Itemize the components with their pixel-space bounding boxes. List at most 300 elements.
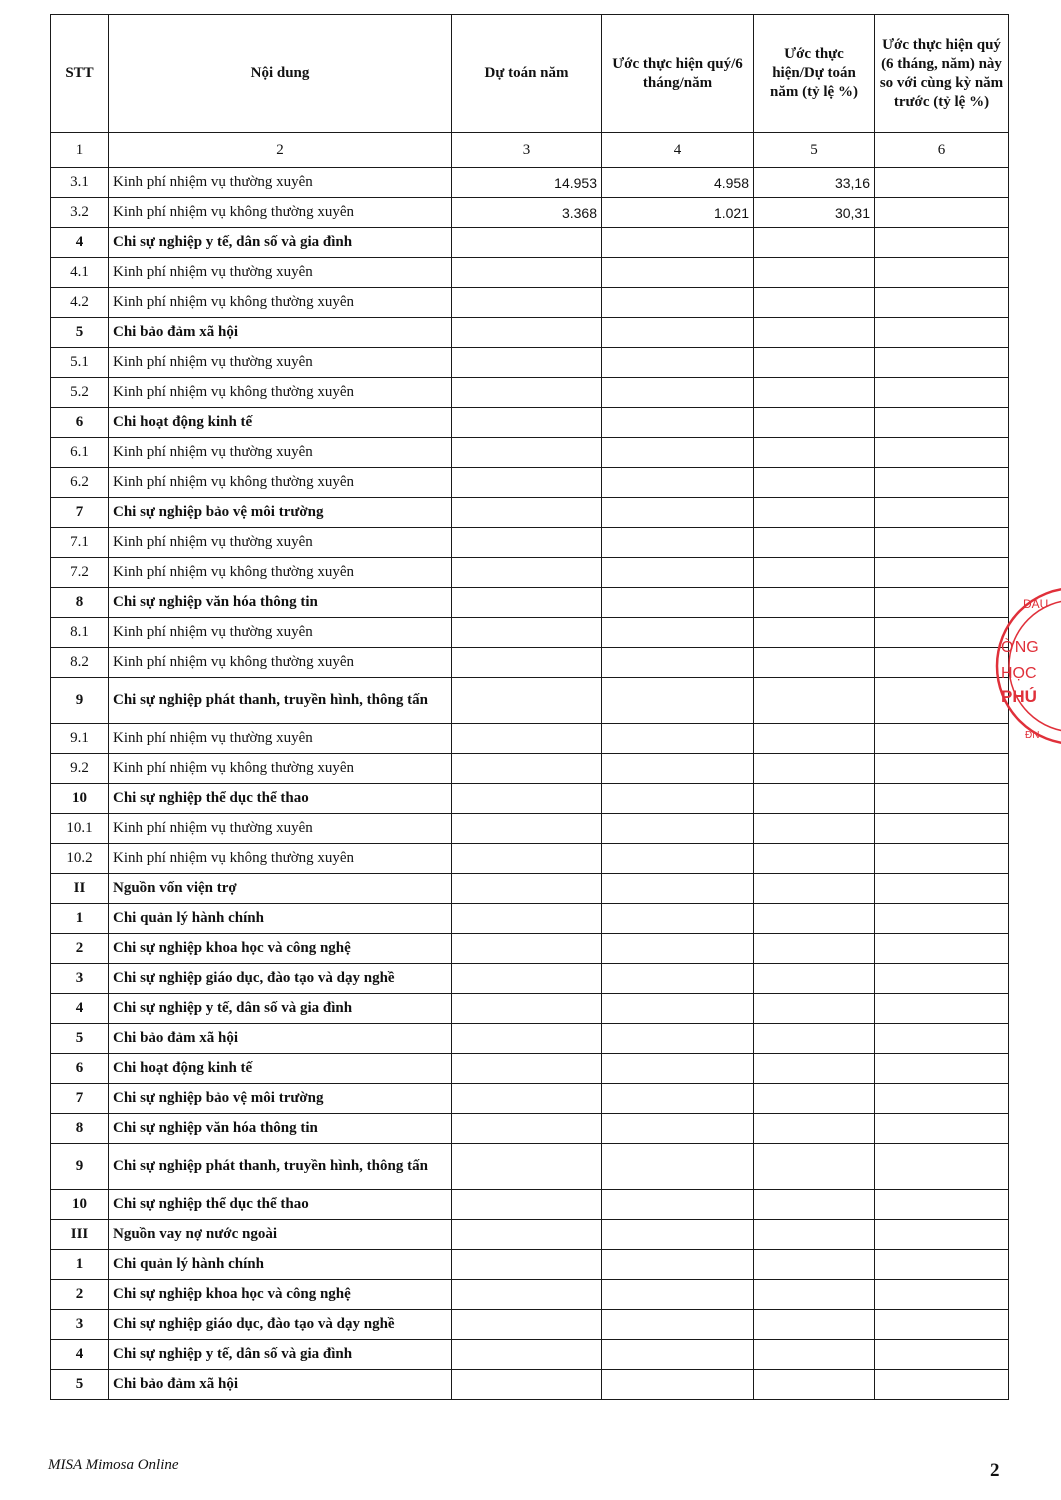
row-ratio bbox=[754, 1280, 875, 1310]
row-ratio bbox=[754, 1250, 875, 1280]
row-estimate bbox=[602, 1310, 754, 1340]
row-estimate bbox=[602, 1054, 754, 1084]
row-estimate bbox=[602, 558, 754, 588]
row-content: Chi sự nghiệp bảo vệ môi trường bbox=[109, 1084, 452, 1114]
table-row bbox=[51, 318, 1009, 348]
row-ratio: 30,31 bbox=[754, 198, 875, 228]
row-yoy bbox=[875, 1280, 1009, 1310]
row-content: Kinh phí nhiệm vụ thường xuyên bbox=[109, 438, 452, 468]
row-content: Chi bảo đảm xã hội bbox=[109, 318, 452, 348]
row-estimate bbox=[602, 814, 754, 844]
row-content: Kinh phí nhiệm vụ thường xuyên bbox=[109, 528, 452, 558]
row-budget bbox=[452, 438, 602, 468]
row-content: Kinh phí nhiệm vụ không thường xuyên bbox=[109, 468, 452, 498]
row-ratio bbox=[754, 618, 875, 648]
row-stt: II bbox=[51, 874, 109, 904]
row-yoy bbox=[875, 618, 1009, 648]
row-estimate bbox=[602, 258, 754, 288]
col-number: 5 bbox=[754, 133, 875, 168]
row-yoy bbox=[875, 648, 1009, 678]
table-row bbox=[51, 348, 1009, 378]
row-yoy bbox=[875, 1144, 1009, 1190]
col-header-stt: STT bbox=[51, 15, 109, 133]
row-stt: 6 bbox=[51, 408, 109, 438]
row-estimate bbox=[602, 1280, 754, 1310]
row-budget bbox=[452, 288, 602, 318]
row-content: Nguồn vốn viện trợ bbox=[109, 874, 452, 904]
row-ratio bbox=[754, 378, 875, 408]
row-stt: 2 bbox=[51, 934, 109, 964]
row-content: Kinh phí nhiệm vụ không thường xuyên bbox=[109, 754, 452, 784]
table-row bbox=[51, 1250, 1009, 1280]
table-row bbox=[51, 468, 1009, 498]
row-yoy bbox=[875, 678, 1009, 724]
col-number: 2 bbox=[109, 133, 452, 168]
row-stt: 10 bbox=[51, 1190, 109, 1220]
row-yoy bbox=[875, 438, 1009, 468]
row-stt: 1 bbox=[51, 1250, 109, 1280]
row-content: Kinh phí nhiệm vụ không thường xuyên bbox=[109, 288, 452, 318]
row-ratio bbox=[754, 1144, 875, 1190]
row-content: Chi sự nghiệp giáo dục, đào tạo và dạy nghề bbox=[109, 964, 452, 994]
row-content: Chi sự nghiệp phát thanh, truyền hình, thông tấn bbox=[109, 1144, 452, 1190]
row-ratio bbox=[754, 724, 875, 754]
row-estimate bbox=[602, 468, 754, 498]
col-header-ratio: Ước thực hiện/Dự toán năm (tỷ lệ %) bbox=[754, 15, 875, 133]
table-row bbox=[51, 438, 1009, 468]
row-estimate bbox=[602, 438, 754, 468]
table-row bbox=[51, 1190, 1009, 1220]
row-stt: 6 bbox=[51, 1054, 109, 1084]
col-number: 6 bbox=[875, 133, 1009, 168]
table-row bbox=[51, 814, 1009, 844]
row-yoy bbox=[875, 994, 1009, 1024]
row-stt: 10.1 bbox=[51, 814, 109, 844]
row-yoy bbox=[875, 1024, 1009, 1054]
row-content: Chi sự nghiệp bảo vệ môi trường bbox=[109, 498, 452, 528]
row-estimate bbox=[602, 1190, 754, 1220]
row-content: Chi sự nghiệp văn hóa thông tin bbox=[109, 588, 452, 618]
table-row bbox=[51, 1340, 1009, 1370]
row-estimate bbox=[602, 588, 754, 618]
report-sheet bbox=[50, 14, 1008, 1400]
row-estimate bbox=[602, 498, 754, 528]
row-budget bbox=[452, 1114, 602, 1144]
row-estimate bbox=[602, 994, 754, 1024]
row-estimate bbox=[602, 1250, 754, 1280]
row-yoy bbox=[875, 408, 1009, 438]
row-budget bbox=[452, 874, 602, 904]
row-ratio bbox=[754, 1340, 875, 1370]
row-ratio bbox=[754, 814, 875, 844]
col-header-budget: Dự toán năm bbox=[452, 15, 602, 133]
table-row bbox=[51, 528, 1009, 558]
row-stt: 3 bbox=[51, 1310, 109, 1340]
row-ratio bbox=[754, 258, 875, 288]
row-budget bbox=[452, 558, 602, 588]
row-content: Kinh phí nhiệm vụ thường xuyên bbox=[109, 724, 452, 754]
table-row bbox=[51, 1114, 1009, 1144]
row-stt: 4.2 bbox=[51, 288, 109, 318]
row-budget bbox=[452, 318, 602, 348]
table-row bbox=[51, 724, 1009, 754]
row-stt: 5.2 bbox=[51, 378, 109, 408]
row-budget bbox=[452, 934, 602, 964]
row-content: Kinh phí nhiệm vụ không thường xuyên bbox=[109, 558, 452, 588]
row-ratio bbox=[754, 784, 875, 814]
row-content: Chi sự nghiệp thể dục thể thao bbox=[109, 784, 452, 814]
row-estimate bbox=[602, 1114, 754, 1144]
row-estimate bbox=[602, 784, 754, 814]
row-stt: 7 bbox=[51, 1084, 109, 1114]
page-number: 2 bbox=[990, 1460, 1000, 1481]
row-yoy bbox=[875, 528, 1009, 558]
row-content: Chi quản lý hành chính bbox=[109, 904, 452, 934]
row-budget bbox=[452, 498, 602, 528]
row-estimate bbox=[602, 1220, 754, 1250]
row-stt: 6.1 bbox=[51, 438, 109, 468]
row-stt: 4.1 bbox=[51, 258, 109, 288]
table-row bbox=[51, 258, 1009, 288]
svg-text:PHÚ: PHÚ bbox=[1001, 687, 1037, 706]
table-row bbox=[51, 1370, 1009, 1400]
row-content: Chi bảo đảm xã hội bbox=[109, 1370, 452, 1400]
row-stt: 4 bbox=[51, 228, 109, 258]
col-header-content: Nội dung bbox=[109, 15, 452, 133]
row-content: Chi sự nghiệp y tế, dân số và gia đình bbox=[109, 994, 452, 1024]
budget-table bbox=[50, 14, 1009, 1400]
row-stt: 5 bbox=[51, 1370, 109, 1400]
row-budget bbox=[452, 228, 602, 258]
row-budget bbox=[452, 754, 602, 784]
row-estimate bbox=[602, 348, 754, 378]
row-estimate bbox=[602, 964, 754, 994]
row-yoy bbox=[875, 1310, 1009, 1340]
row-stt: 9 bbox=[51, 1144, 109, 1190]
row-stt: 4 bbox=[51, 994, 109, 1024]
row-yoy bbox=[875, 558, 1009, 588]
svg-text:DẤU: DẤU bbox=[1023, 597, 1049, 611]
row-content: Chi sự nghiệp giáo dục, đào tạo và dạy nghề bbox=[109, 1310, 452, 1340]
row-estimate bbox=[602, 724, 754, 754]
row-content: Kinh phí nhiệm vụ thường xuyên bbox=[109, 618, 452, 648]
row-yoy bbox=[875, 468, 1009, 498]
col-header-yoy: Ước thực hiện quý (6 tháng, năm) này so với cùng kỳ năm trước (tỷ lệ %) bbox=[875, 15, 1009, 133]
row-stt: 9.1 bbox=[51, 724, 109, 754]
row-budget bbox=[452, 348, 602, 378]
table-row bbox=[51, 1310, 1009, 1340]
row-budget bbox=[452, 648, 602, 678]
row-budget bbox=[452, 1280, 602, 1310]
table-row bbox=[51, 1054, 1009, 1084]
row-stt: 6.2 bbox=[51, 468, 109, 498]
row-ratio bbox=[754, 934, 875, 964]
row-ratio bbox=[754, 288, 875, 318]
row-ratio bbox=[754, 1220, 875, 1250]
table-row bbox=[51, 678, 1009, 724]
row-ratio bbox=[754, 754, 875, 784]
row-stt: 10.2 bbox=[51, 844, 109, 874]
row-estimate bbox=[602, 378, 754, 408]
table-row bbox=[51, 618, 1009, 648]
row-ratio bbox=[754, 318, 875, 348]
row-budget bbox=[452, 964, 602, 994]
row-yoy bbox=[875, 168, 1009, 198]
row-budget bbox=[452, 258, 602, 288]
row-stt: 3.1 bbox=[51, 168, 109, 198]
row-yoy bbox=[875, 844, 1009, 874]
row-content: Chi sự nghiệp phát thanh, truyền hình, thông tấn bbox=[109, 678, 452, 724]
row-estimate bbox=[602, 288, 754, 318]
table-row bbox=[51, 648, 1009, 678]
row-ratio bbox=[754, 228, 875, 258]
row-ratio bbox=[754, 588, 875, 618]
table-row bbox=[51, 934, 1009, 964]
row-yoy bbox=[875, 1190, 1009, 1220]
row-ratio bbox=[754, 408, 875, 438]
row-budget bbox=[452, 1310, 602, 1340]
red-seal-stamp bbox=[995, 578, 1061, 753]
row-estimate bbox=[602, 1144, 754, 1190]
row-budget bbox=[452, 904, 602, 934]
row-yoy bbox=[875, 754, 1009, 784]
row-stt: 5 bbox=[51, 318, 109, 348]
table-row bbox=[51, 994, 1009, 1024]
row-budget bbox=[452, 378, 602, 408]
row-budget bbox=[452, 784, 602, 814]
row-content: Kinh phí nhiệm vụ thường xuyên bbox=[109, 814, 452, 844]
row-stt: 2 bbox=[51, 1280, 109, 1310]
row-ratio bbox=[754, 558, 875, 588]
row-estimate bbox=[602, 934, 754, 964]
table-row bbox=[51, 498, 1009, 528]
table-row bbox=[51, 904, 1009, 934]
row-yoy bbox=[875, 318, 1009, 348]
row-budget bbox=[452, 1250, 602, 1280]
table-row bbox=[51, 408, 1009, 438]
row-ratio bbox=[754, 468, 875, 498]
col-number: 3 bbox=[452, 133, 602, 168]
row-yoy bbox=[875, 1220, 1009, 1250]
table-row bbox=[51, 228, 1009, 258]
table-row bbox=[51, 1144, 1009, 1190]
row-budget bbox=[452, 1144, 602, 1190]
row-stt: 7.1 bbox=[51, 528, 109, 558]
row-ratio bbox=[754, 1084, 875, 1114]
row-budget bbox=[452, 1024, 602, 1054]
row-yoy bbox=[875, 1340, 1009, 1370]
row-stt: 3 bbox=[51, 964, 109, 994]
row-ratio bbox=[754, 1310, 875, 1340]
row-estimate bbox=[602, 904, 754, 934]
row-yoy bbox=[875, 498, 1009, 528]
table-row bbox=[51, 964, 1009, 994]
row-content: Chi sự nghiệp y tế, dân số và gia đình bbox=[109, 228, 452, 258]
row-yoy bbox=[875, 228, 1009, 258]
row-budget bbox=[452, 468, 602, 498]
row-budget bbox=[452, 1370, 602, 1400]
row-stt: 8.1 bbox=[51, 618, 109, 648]
row-budget bbox=[452, 724, 602, 754]
table-row bbox=[51, 874, 1009, 904]
row-yoy bbox=[875, 964, 1009, 994]
table-row bbox=[51, 754, 1009, 784]
row-yoy bbox=[875, 1250, 1009, 1280]
row-content: Chi sự nghiệp khoa học và công nghệ bbox=[109, 934, 452, 964]
row-ratio bbox=[754, 498, 875, 528]
table-row bbox=[51, 1220, 1009, 1250]
row-budget bbox=[452, 678, 602, 724]
row-stt: 8 bbox=[51, 1114, 109, 1144]
row-budget bbox=[452, 1220, 602, 1250]
row-content: Kinh phí nhiệm vụ thường xuyên bbox=[109, 258, 452, 288]
row-stt: 1 bbox=[51, 904, 109, 934]
row-content: Chi sự nghiệp thể dục thể thao bbox=[109, 1190, 452, 1220]
row-stt: 5 bbox=[51, 1024, 109, 1054]
row-yoy bbox=[875, 1370, 1009, 1400]
row-yoy bbox=[875, 1054, 1009, 1084]
row-yoy bbox=[875, 198, 1009, 228]
row-content: Chi hoạt động kinh tế bbox=[109, 408, 452, 438]
table-body bbox=[51, 168, 1009, 1400]
row-content: Kinh phí nhiệm vụ không thường xuyên bbox=[109, 844, 452, 874]
row-ratio bbox=[754, 1190, 875, 1220]
row-content: Chi quản lý hành chính bbox=[109, 1250, 452, 1280]
row-estimate bbox=[602, 228, 754, 258]
row-budget: 14.953 bbox=[452, 168, 602, 198]
row-stt: 4 bbox=[51, 1340, 109, 1370]
row-estimate bbox=[602, 1340, 754, 1370]
row-yoy bbox=[875, 1084, 1009, 1114]
row-yoy bbox=[875, 874, 1009, 904]
row-estimate bbox=[602, 754, 754, 784]
row-ratio bbox=[754, 438, 875, 468]
table-row bbox=[51, 844, 1009, 874]
row-estimate bbox=[602, 318, 754, 348]
row-yoy bbox=[875, 784, 1009, 814]
row-content: Nguồn vay nợ nước ngoài bbox=[109, 1220, 452, 1250]
table-row bbox=[51, 168, 1009, 198]
row-ratio bbox=[754, 844, 875, 874]
row-content: Chi hoạt động kinh tế bbox=[109, 1054, 452, 1084]
col-header-estimate: Ước thực hiện quý/6 tháng/năm bbox=[602, 15, 754, 133]
software-footer: MISA Mimosa Online bbox=[48, 1457, 179, 1473]
row-ratio bbox=[754, 678, 875, 724]
row-budget bbox=[452, 814, 602, 844]
table-row bbox=[51, 1024, 1009, 1054]
row-ratio bbox=[754, 528, 875, 558]
row-estimate bbox=[602, 528, 754, 558]
row-ratio bbox=[754, 1054, 875, 1084]
row-budget bbox=[452, 994, 602, 1024]
row-estimate bbox=[602, 678, 754, 724]
row-estimate bbox=[602, 648, 754, 678]
row-ratio bbox=[754, 964, 875, 994]
row-content: Chi bảo đảm xã hội bbox=[109, 1024, 452, 1054]
header-row bbox=[51, 15, 1009, 133]
row-budget bbox=[452, 618, 602, 648]
row-content: Chi sự nghiệp khoa học và công nghệ bbox=[109, 1280, 452, 1310]
row-estimate bbox=[602, 1024, 754, 1054]
row-content: Chi sự nghiệp y tế, dân số và gia đình bbox=[109, 1340, 452, 1370]
row-yoy bbox=[875, 814, 1009, 844]
row-stt: 7 bbox=[51, 498, 109, 528]
row-yoy bbox=[875, 934, 1009, 964]
row-ratio bbox=[754, 648, 875, 678]
row-budget bbox=[452, 588, 602, 618]
row-estimate bbox=[602, 1084, 754, 1114]
row-estimate: 4.958 bbox=[602, 168, 754, 198]
row-content: Chi sự nghiệp văn hóa thông tin bbox=[109, 1114, 452, 1144]
row-yoy bbox=[875, 348, 1009, 378]
row-yoy bbox=[875, 258, 1009, 288]
row-content: Kinh phí nhiệm vụ thường xuyên bbox=[109, 168, 452, 198]
row-yoy bbox=[875, 904, 1009, 934]
row-yoy bbox=[875, 288, 1009, 318]
row-ratio bbox=[754, 1024, 875, 1054]
table-row bbox=[51, 198, 1009, 228]
svg-text:ỜNG: ỜNG bbox=[1001, 639, 1039, 656]
column-number-row bbox=[51, 133, 1009, 168]
row-content: Kinh phí nhiệm vụ không thường xuyên bbox=[109, 648, 452, 678]
row-stt: 9.2 bbox=[51, 754, 109, 784]
row-budget bbox=[452, 1190, 602, 1220]
row-ratio bbox=[754, 1114, 875, 1144]
table-row bbox=[51, 1280, 1009, 1310]
row-estimate bbox=[602, 874, 754, 904]
row-ratio bbox=[754, 348, 875, 378]
table-row bbox=[51, 378, 1009, 408]
row-stt: 10 bbox=[51, 784, 109, 814]
row-content: Kinh phí nhiệm vụ không thường xuyên bbox=[109, 198, 452, 228]
row-stt: 8.2 bbox=[51, 648, 109, 678]
row-budget bbox=[452, 408, 602, 438]
row-content: Kinh phí nhiệm vụ thường xuyên bbox=[109, 348, 452, 378]
row-stt: 9 bbox=[51, 678, 109, 724]
row-yoy bbox=[875, 724, 1009, 754]
table-row bbox=[51, 784, 1009, 814]
svg-text:HỌC: HỌC bbox=[1001, 665, 1037, 682]
row-budget bbox=[452, 528, 602, 558]
row-budget bbox=[452, 844, 602, 874]
table-row bbox=[51, 558, 1009, 588]
row-budget bbox=[452, 1340, 602, 1370]
row-content: Kinh phí nhiệm vụ không thường xuyên bbox=[109, 378, 452, 408]
row-stt: 7.2 bbox=[51, 558, 109, 588]
row-ratio bbox=[754, 1370, 875, 1400]
row-ratio bbox=[754, 994, 875, 1024]
row-stt: 3.2 bbox=[51, 198, 109, 228]
row-yoy bbox=[875, 378, 1009, 408]
row-yoy bbox=[875, 1114, 1009, 1144]
row-stt: 8 bbox=[51, 588, 109, 618]
table-row bbox=[51, 588, 1009, 618]
table-row bbox=[51, 1084, 1009, 1114]
row-stt: III bbox=[51, 1220, 109, 1250]
col-number: 1 bbox=[51, 133, 109, 168]
svg-text:ĐN: ĐN bbox=[1025, 730, 1040, 741]
row-ratio bbox=[754, 904, 875, 934]
row-ratio bbox=[754, 874, 875, 904]
col-number: 4 bbox=[602, 133, 754, 168]
row-estimate: 1.021 bbox=[602, 198, 754, 228]
row-ratio: 33,16 bbox=[754, 168, 875, 198]
row-budget bbox=[452, 1084, 602, 1114]
row-estimate bbox=[602, 408, 754, 438]
row-stt: 5.1 bbox=[51, 348, 109, 378]
table-row bbox=[51, 288, 1009, 318]
row-estimate bbox=[602, 1370, 754, 1400]
